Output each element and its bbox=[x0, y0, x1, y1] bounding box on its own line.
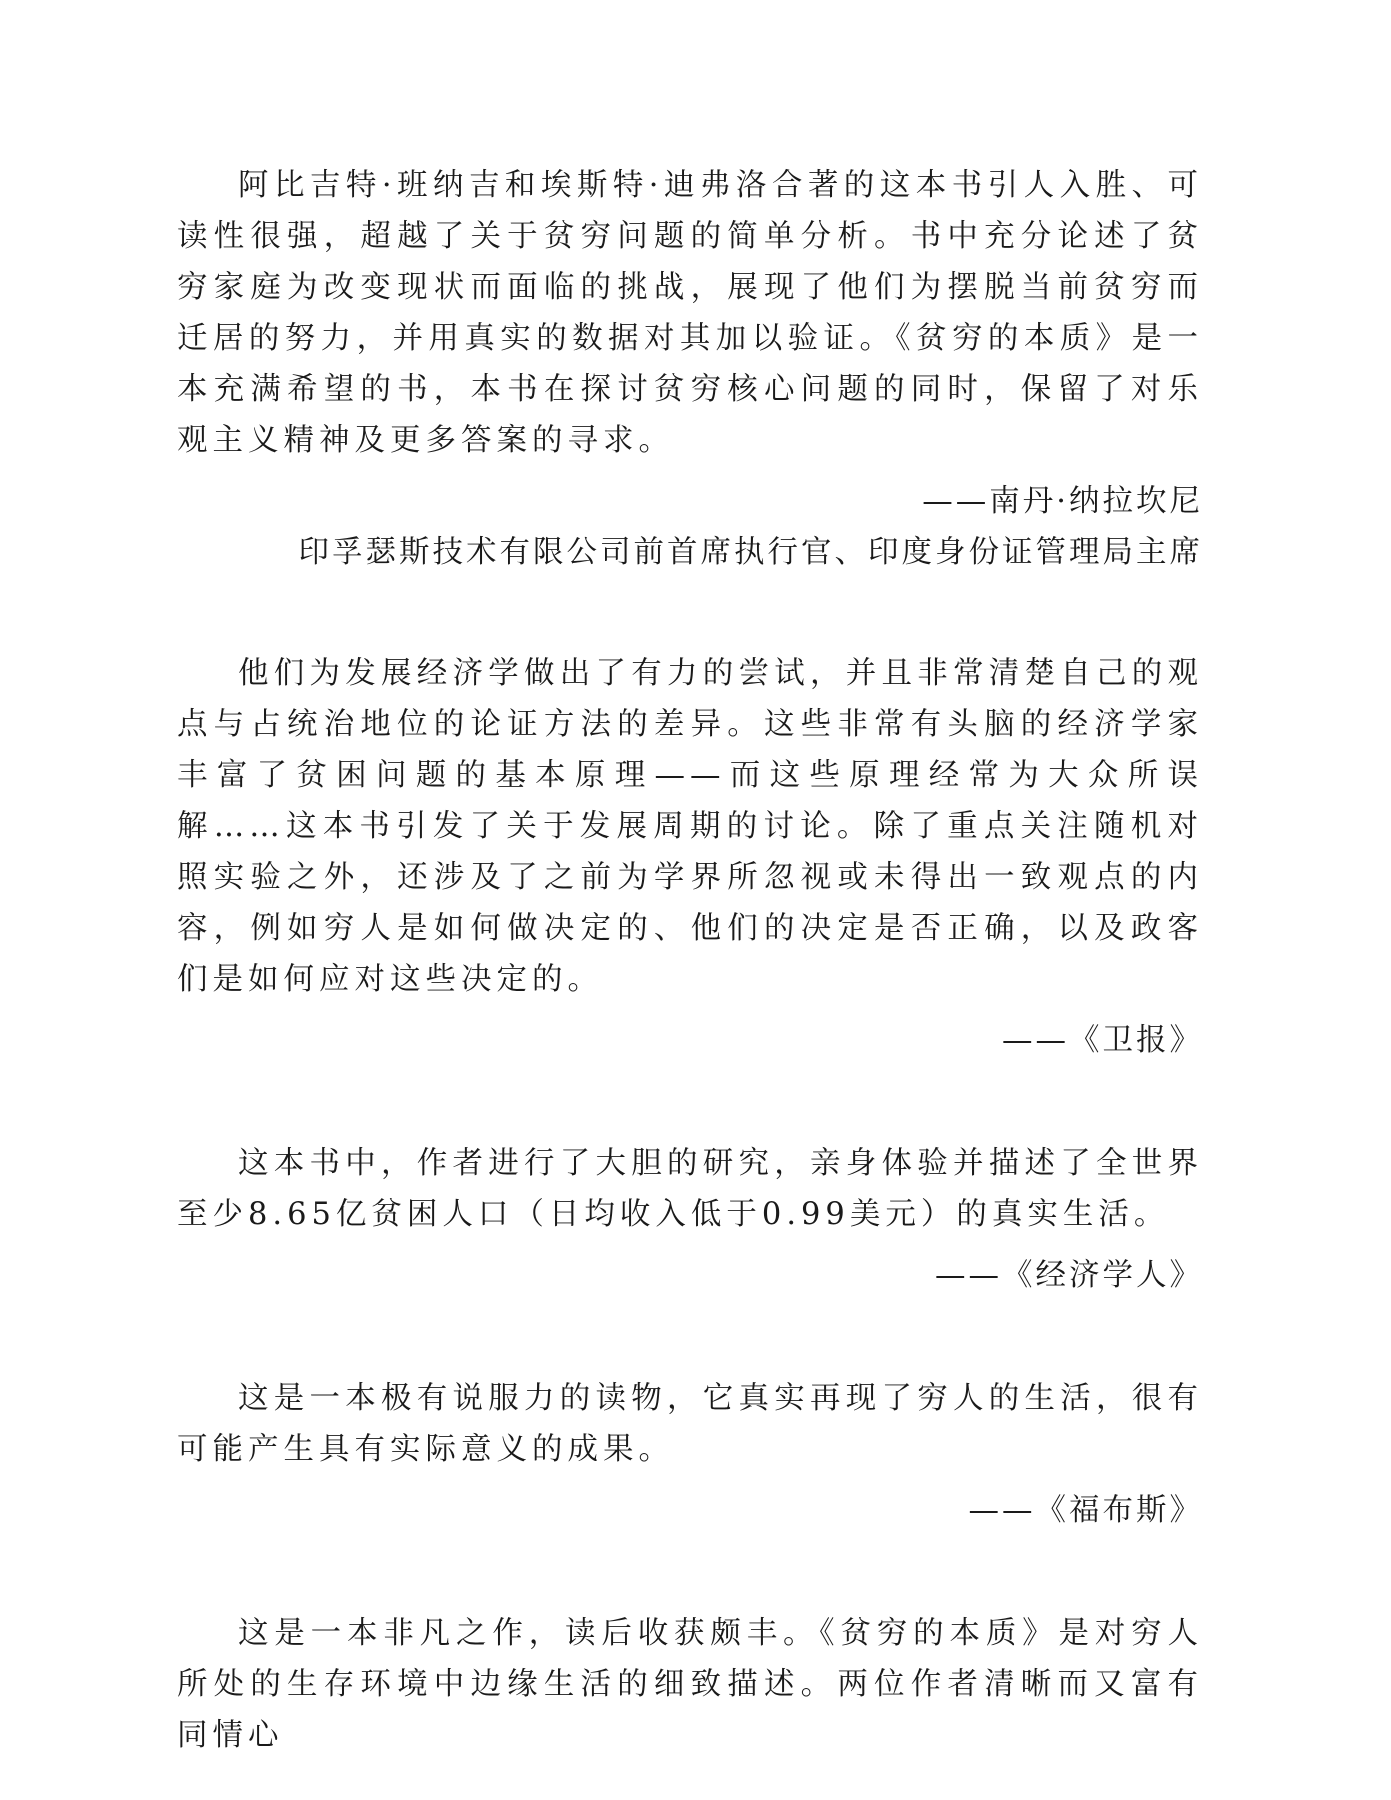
blurb-continued bbox=[177, 1608, 1203, 1761]
blurb-the-economist bbox=[177, 1138, 1203, 1301]
blurb-text: 这是一本非凡之作，读后收获颇丰。《贫穷的本质》是对穷人所处的生存环境中边缘生活的细致描述。两位作者清晰而又富有同情心 bbox=[177, 1616, 1203, 1753]
blurb-forbes bbox=[177, 1373, 1203, 1536]
blurb-nandan-nilekani bbox=[177, 160, 1203, 578]
blurb-source: ——《卫报》 bbox=[1002, 1023, 1203, 1058]
book-page bbox=[177, 160, 1203, 1780]
blurb-text: 阿比吉特·班纳吉和埃斯特·迪弗洛合著的这本书引人入胜、可读性很强，超越了关于贫穷问题的简单分析。书中充分论述了贫穷家庭为改变现状而面临的挑战，展现了他们为摆脱当前贫穷而迁居的努力，并用真实的数据对其加以验证。《贫穷的本质》是一本充满希望的书，本书在探讨贫穷核心问题的同时，保留了对乐观主义精神及更多答案的寻求。 bbox=[177, 168, 1203, 458]
blurb-source: ——《福布斯》 bbox=[968, 1493, 1203, 1528]
blurb-text: 这本书中，作者进行了大胆的研究，亲身体验并描述了全世界至少8.65亿贫困人口（日均收入低于0.99美元）的真实生活。 bbox=[177, 1146, 1203, 1232]
blurb-text: 这是一本极有说服力的读物，它真实再现了穷人的生活，很有可能产生具有实际意义的成果。 bbox=[177, 1381, 1203, 1467]
blurb-source: ——南丹·纳拉坎尼 bbox=[922, 484, 1203, 519]
blurb-source: ——《经济学人》 bbox=[935, 1258, 1203, 1293]
blurb-text: 他们为发展经济学做出了有力的尝试，并且非常清楚自己的观点与占统治地位的论证方法的差异。这些非常有头脑的经济学家丰富了贫困问题的基本原理——而这些原理经常为大众所误解……这本书引发了关于发展周期的讨论。除了重点关注随机对照实验之外，还涉及了之前为学界所忽视或未得出一致观点的内容，例如穷人是如何做决定的、他们的决定是否正确，以及政客们是如何应对这些决定的。 bbox=[177, 656, 1203, 997]
blurb-source-title: 印孚瑟斯技术有限公司前首席执行官、印度身份证管理局主席 bbox=[298, 535, 1203, 570]
blurb-the-guardian bbox=[177, 648, 1203, 1066]
